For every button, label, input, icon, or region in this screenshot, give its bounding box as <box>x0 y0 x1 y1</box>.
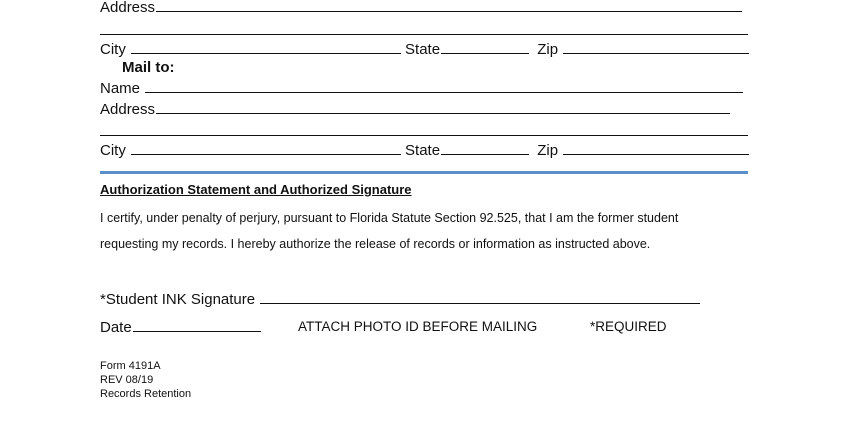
mail-to-city-label: City <box>100 142 126 159</box>
authorization-heading: Authorization Statement and Authorized Signature <box>100 182 412 197</box>
form-number: Form 4191A <box>100 360 161 372</box>
sender-state-label: State <box>405 41 441 58</box>
sender-zip-field[interactable] <box>563 40 749 54</box>
attach-photo-note: ATTACH PHOTO ID BEFORE MAILING <box>298 319 538 334</box>
authorization-text-line1: I certify, under penalty of perjury, pursuant to Florida Statute Section 92.525, that I am the former student <box>100 211 679 225</box>
signature-field[interactable] <box>260 290 700 304</box>
mail-to-heading: Mail to: <box>122 59 175 76</box>
mail-to-zip-field[interactable] <box>563 141 749 155</box>
mail-to-name-field[interactable] <box>145 79 743 93</box>
sender-state-field[interactable] <box>441 40 529 54</box>
sender-address-line2-field[interactable] <box>100 34 748 35</box>
date-row <box>100 318 265 337</box>
mail-to-name-label: Name <box>100 80 141 97</box>
date-label: Date <box>100 319 132 336</box>
sender-address-label: Address <box>100 0 156 16</box>
sender-address-row <box>100 0 746 17</box>
date-field[interactable] <box>133 318 261 332</box>
mail-to-address-field[interactable] <box>156 100 730 114</box>
mail-to-zip-label: Zip <box>537 142 559 159</box>
form-department: Records Retention <box>100 388 192 400</box>
sender-zip-label: Zip <box>537 41 559 58</box>
section-divider <box>100 171 748 174</box>
mail-to-address-line2-field[interactable] <box>100 135 748 136</box>
signature-row <box>100 290 704 309</box>
mail-to-address-row <box>100 100 734 119</box>
mail-to-state-label: State <box>405 142 441 159</box>
sender-city-field[interactable] <box>131 40 401 54</box>
sender-address-field[interactable] <box>156 0 742 12</box>
form-revision: REV 08/19 <box>100 374 154 386</box>
sender-city-row <box>100 40 753 59</box>
mail-to-name-row <box>100 79 747 98</box>
required-note: *REQUIRED <box>590 319 667 334</box>
signature-label: *Student INK Signature <box>100 291 256 308</box>
mail-to-address-label: Address <box>100 101 156 118</box>
mail-to-state-field[interactable] <box>441 141 529 155</box>
mail-to-city-field[interactable] <box>131 141 401 155</box>
sender-city-label: City <box>100 41 126 58</box>
authorization-text-line2: requesting my records. I hereby authorize the release of records or information as instructed above. <box>100 237 651 251</box>
mail-to-city-row <box>100 141 753 160</box>
